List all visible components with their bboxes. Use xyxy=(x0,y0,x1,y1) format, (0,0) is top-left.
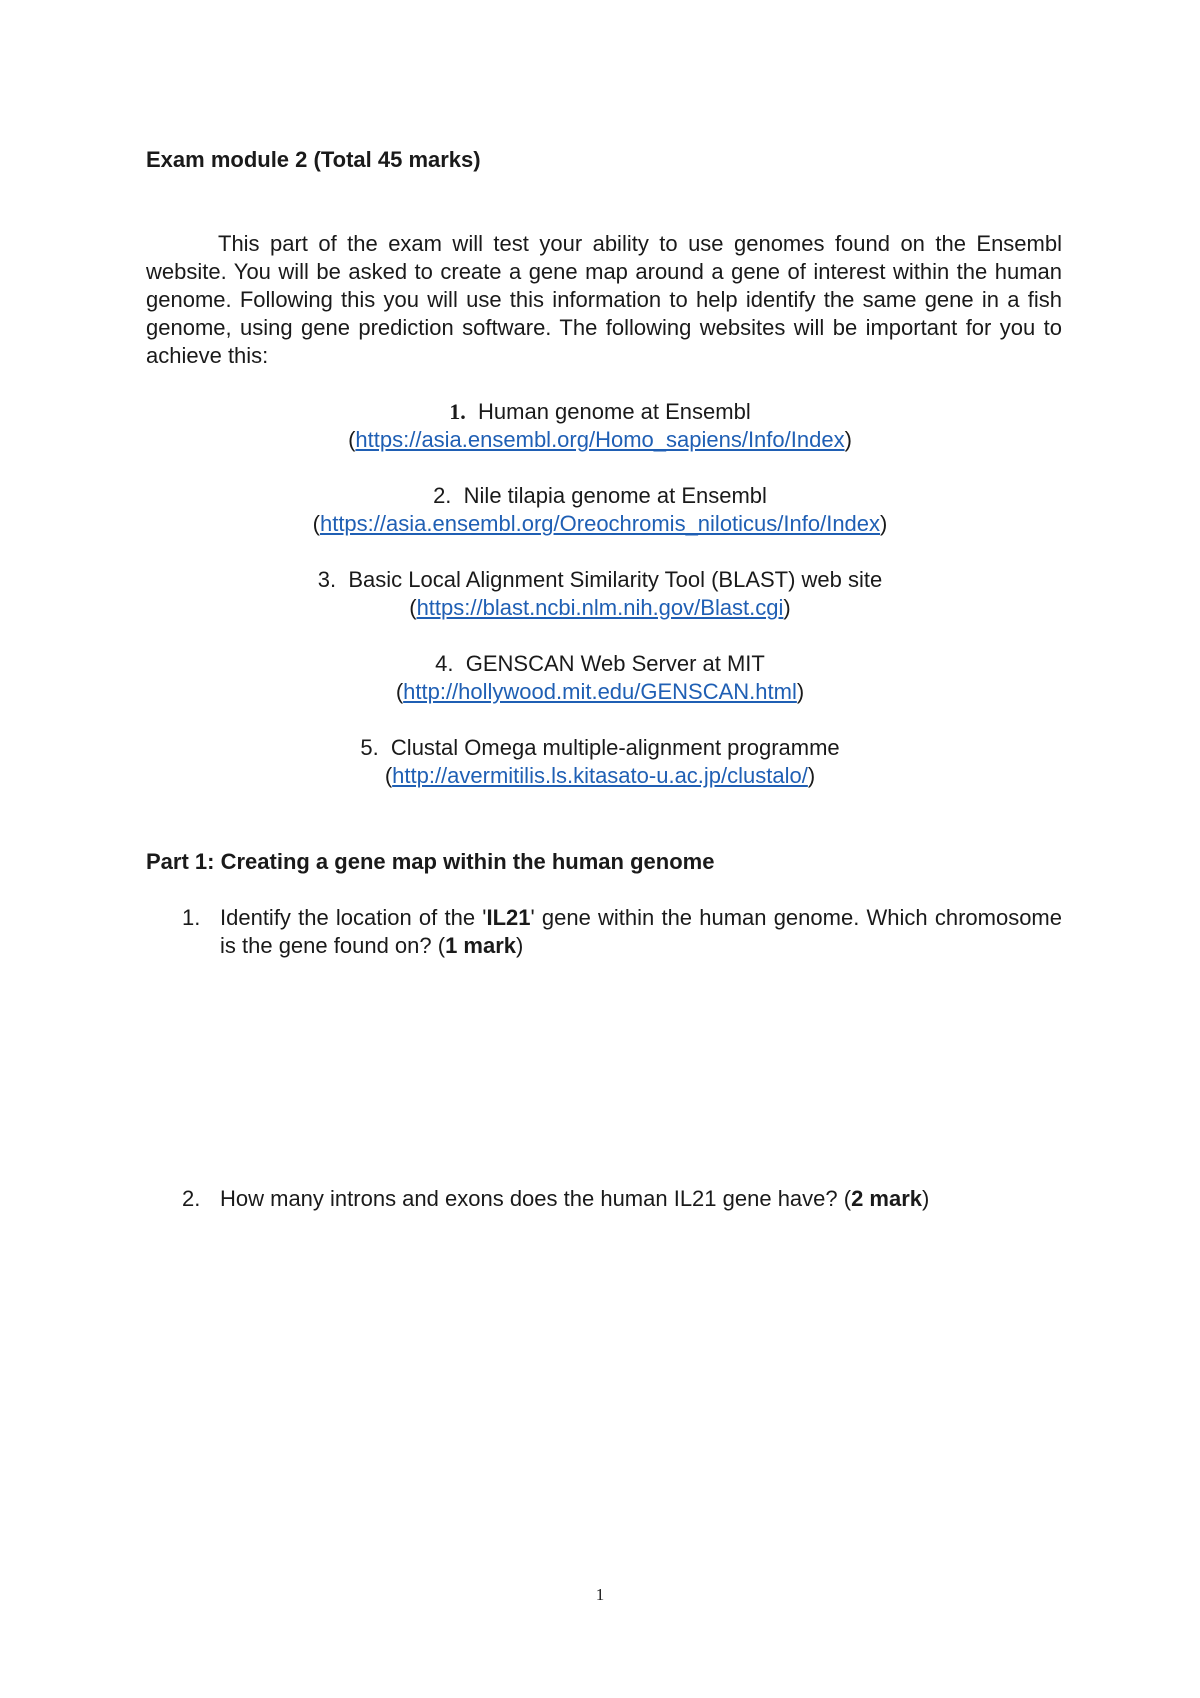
website-4-name-line xyxy=(0,650,1200,678)
website-2-name: Nile tilapia genome at Ensembl xyxy=(463,483,767,508)
website-5-name: Clustal Omega multiple-alignment programme xyxy=(390,735,840,760)
intro-paragraph xyxy=(146,230,1062,370)
website-5-url-line: (http://avermitilis.ls.kitasato-u.ac.jp/clustalo/) xyxy=(384,763,816,788)
website-2-link[interactable]: https://asia.ensembl.org/Oreochromis_niloticus/Info/Index xyxy=(319,511,881,536)
question-2-text-before: How many introns and exons does the human IL21 gene have? ( xyxy=(220,1186,852,1211)
question-1 xyxy=(182,904,1062,960)
website-3-number: 3. xyxy=(317,567,337,592)
intro-text: This part of the exam will test your ability to use genomes found on the Ensembl website. You will be asked to create a gene map around a gene of interest within the human genome. Following this you will use this information to help identify the same gene in a fish genome, using gene prediction software. The following websites will be important for you to achieve this: xyxy=(146,231,1062,368)
website-1-link[interactable]: https://asia.ensembl.org/Homo_sapiens/Info/Index xyxy=(355,427,845,452)
question-1-text xyxy=(220,904,1062,960)
question-1-close: ) xyxy=(516,933,524,958)
website-5-link[interactable]: http://avermitilis.ls.kitasato-u.ac.jp/clustalo/ xyxy=(392,763,808,788)
question-2 xyxy=(182,1185,1062,1213)
website-3-name-line xyxy=(0,566,1200,594)
website-4-link[interactable]: http://hollywood.mit.edu/GENSCAN.html xyxy=(403,679,797,704)
exam-title: Exam module 2 (Total 45 marks) xyxy=(146,147,481,172)
part-1-heading: Part 1: Creating a gene map within the human genome xyxy=(146,849,715,874)
question-2-text xyxy=(220,1185,1062,1213)
website-2-url-line: (https://asia.ensembl.org/Oreochromis_niloticus/Info/Index) xyxy=(312,511,888,536)
website-3-name: Basic Local Alignment Similarity Tool (BLAST) web site xyxy=(348,567,883,592)
website-3-link[interactable]: https://blast.ncbi.nlm.nih.gov/Blast.cgi xyxy=(416,595,784,620)
website-1-url-line: (https://asia.ensembl.org/Homo_sapiens/Info/Index) xyxy=(348,427,852,452)
question-2-marks: 2 mark xyxy=(851,1186,923,1211)
question-1-number: 1. xyxy=(182,905,201,930)
question-1-marks: 1 mark xyxy=(445,933,517,958)
website-1-name-line xyxy=(0,398,1200,426)
website-1-name: Human genome at Ensembl xyxy=(478,399,751,424)
website-2-name-line xyxy=(0,482,1200,510)
website-5-number: 5. xyxy=(360,735,379,760)
website-5-name-line xyxy=(0,734,1200,762)
website-2-number: 2. xyxy=(433,483,452,508)
question-2-close: ) xyxy=(922,1186,930,1211)
website-3-url-line: (https://blast.ncbi.nlm.nih.gov/Blast.cgi) xyxy=(409,595,791,620)
question-1-text-before: Identify the location of the ' xyxy=(220,905,487,930)
website-4-number: 4. xyxy=(435,651,454,676)
question-2-number: 2. xyxy=(182,1186,201,1211)
question-1-gene: IL21 xyxy=(486,905,531,930)
website-1-number: 1. xyxy=(449,399,466,424)
website-4-url-line: (http://hollywood.mit.edu/GENSCAN.html) xyxy=(395,679,805,704)
page-number: 1 xyxy=(595,1585,605,1604)
question-1-text-after: ' gene within the human genome. Which chromosome is the gene found on? ( xyxy=(220,905,1062,958)
website-4-name: GENSCAN Web Server at MIT xyxy=(465,651,765,676)
